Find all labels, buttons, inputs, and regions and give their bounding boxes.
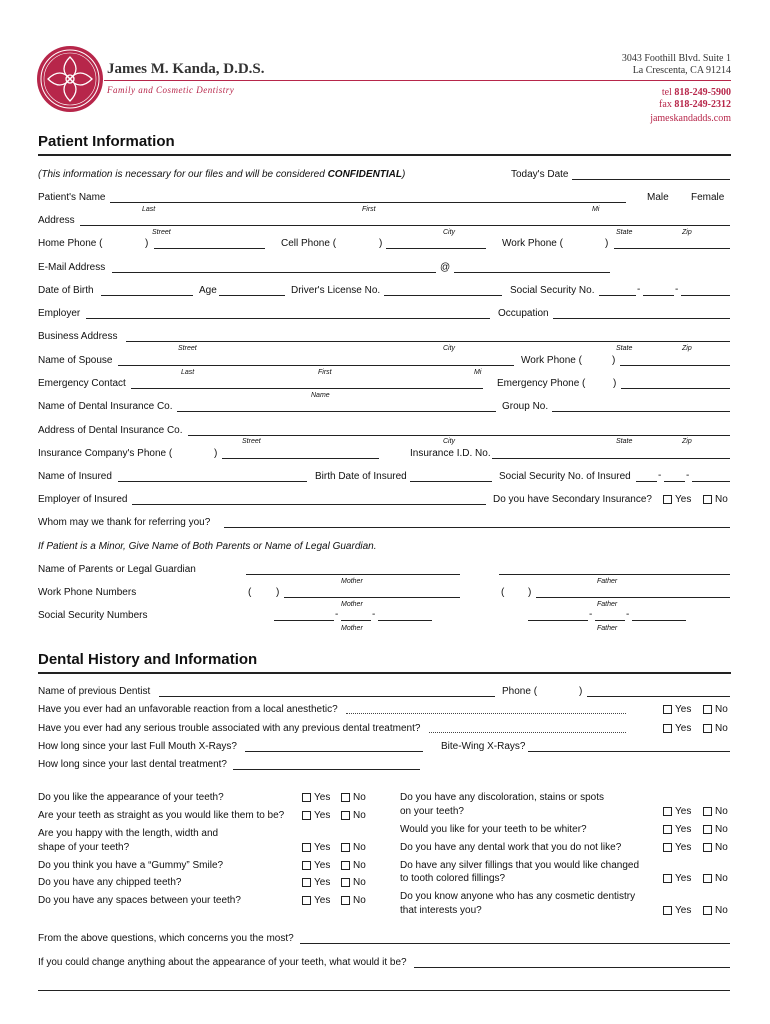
email-user-field[interactable] [112, 272, 436, 273]
dob-label: Date of Birth [38, 285, 94, 296]
no-label: No [353, 860, 366, 871]
cell-phone-label: Cell Phone ( [281, 238, 337, 249]
r3-no-checkbox[interactable] [703, 843, 712, 852]
business-address-label: Business Address [38, 331, 118, 342]
father-ssn-field-2[interactable] [595, 620, 625, 621]
referral-label: Whom may we thank for referring you? [38, 517, 211, 528]
yes-label: Yes [314, 860, 331, 871]
q4-yes-checkbox[interactable] [302, 861, 311, 870]
treatment-field[interactable] [233, 769, 420, 770]
no-label: No [715, 806, 728, 817]
paren: ) [605, 238, 609, 249]
q6-no-checkbox[interactable] [341, 896, 350, 905]
state-hint: State [616, 229, 633, 236]
first-hint: First [318, 369, 332, 376]
todays-date-field[interactable] [572, 179, 730, 180]
drivers-license-field[interactable] [384, 295, 502, 296]
no-label: No [715, 704, 728, 715]
question-shape-line2: shape of your teeth? [38, 842, 130, 853]
q3-yes-checkbox[interactable] [302, 843, 311, 852]
spouse-work-phone-label: Work Phone ( [521, 355, 582, 366]
address-field[interactable] [80, 225, 730, 226]
name-hint: Name [311, 392, 330, 399]
spouse-label: Name of Spouse [38, 355, 113, 366]
business-address-field[interactable] [126, 341, 730, 342]
mother-ssn-field-2[interactable] [341, 620, 371, 621]
dash: - [675, 284, 679, 295]
dash: - [626, 609, 630, 620]
father-hint: Father [597, 601, 618, 608]
address-label: Address [38, 215, 75, 226]
trouble-yes-checkbox[interactable] [663, 724, 672, 733]
no-label: No [353, 877, 366, 888]
question-dental-work: Do you have any dental work that you do not like? [400, 842, 622, 853]
insurance-phone-field[interactable] [222, 458, 379, 459]
insurance-company-label: Name of Dental Insurance Co. [38, 401, 173, 412]
question-whiter: Would you like for your teeth to be whiter? [400, 824, 587, 835]
dash: - [372, 609, 376, 620]
bitewing-label: Bite-Wing X-Rays? [441, 741, 526, 752]
yes-label: Yes [675, 905, 692, 916]
no-label: No [715, 723, 728, 734]
first-hint: First [362, 206, 376, 213]
yes-label: Yes [675, 806, 692, 817]
email-label: E-Mail Address [38, 262, 106, 273]
mother-hint: Mother [341, 578, 363, 585]
city-hint: City [443, 438, 456, 445]
q4-no-checkbox[interactable] [341, 861, 350, 870]
male-option[interactable]: Male [647, 192, 669, 203]
no-label: No [715, 873, 728, 884]
age-label: Age [199, 285, 217, 296]
bitewing-field[interactable] [528, 751, 730, 752]
question-discoloration-line1: Do you have any discoloration, stains or spots [400, 792, 604, 803]
fax: fax 818-249-2312 [659, 99, 731, 110]
patient-info-title: Patient Information [38, 133, 175, 150]
insurance-address-field[interactable] [188, 435, 730, 436]
yes-label: Yes [314, 842, 331, 853]
insured-ssn-label: Social Security No. of Insured [499, 471, 631, 482]
last-hint: Last [181, 369, 195, 376]
street-hint: Street [152, 229, 171, 236]
street-hint: Street [242, 438, 261, 445]
ssn-field-1[interactable] [599, 295, 636, 296]
paren: ) [528, 587, 532, 598]
insurance-address-label: Address of Dental Insurance Co. [38, 425, 183, 436]
q2-yes-checkbox[interactable] [302, 811, 311, 820]
r2-no-checkbox[interactable] [703, 825, 712, 834]
parents-label: Name of Parents or Legal Guardian [38, 564, 196, 575]
insurance-phone-label: Insurance Company's Phone ( [38, 448, 173, 459]
paren: ) [379, 238, 383, 249]
previous-dentist-label: Name of previous Dentist [38, 686, 151, 697]
treatment-question: How long since your last dental treatment? [38, 759, 227, 770]
zip-hint: Zip [682, 345, 692, 352]
paren: ) [613, 378, 617, 389]
work-phone-field[interactable] [614, 248, 730, 249]
q1-yes-checkbox[interactable] [302, 793, 311, 802]
r3-yes-checkbox[interactable] [663, 843, 672, 852]
q5-yes-checkbox[interactable] [302, 878, 311, 887]
trouble-question: Have you ever had any serious trouble associated with any previous dental treatment? [38, 723, 421, 734]
dash: - [637, 284, 641, 295]
dash: - [658, 470, 662, 481]
secondary-insurance-label: Do you have Secondary Insurance? [493, 494, 652, 505]
occupation-label: Occupation [498, 308, 549, 319]
previous-dentist-phone-label: Phone ( [502, 686, 538, 697]
address-line-2: La Crescenta, CA 91214 [632, 65, 731, 76]
question-discoloration-line2: on your teeth? [400, 806, 464, 817]
no-label: No [353, 810, 366, 821]
r1-yes-checkbox[interactable] [663, 807, 672, 816]
yes-label: Yes [314, 810, 331, 821]
insured-birth-label: Birth Date of Insured [315, 471, 407, 482]
secondary-no-checkbox[interactable] [703, 495, 712, 504]
question-cosmetic-line1: Do you know anyone who has any cosmetic dentistry [400, 891, 636, 902]
city-hint: City [443, 229, 456, 236]
father-name-field[interactable] [499, 574, 730, 575]
city-hint: City [443, 345, 456, 352]
question-chipped: Do you have any chipped teeth? [38, 877, 182, 888]
work-numbers-label: Work Phone Numbers [38, 587, 137, 598]
dash: - [686, 470, 690, 481]
q3-no-checkbox[interactable] [341, 843, 350, 852]
paren: ) [214, 448, 218, 459]
insured-birth-field[interactable] [410, 481, 492, 482]
question-gummy: Do you think you have a “Gummy” Smile? [38, 860, 224, 871]
r4-yes-checkbox[interactable] [663, 874, 672, 883]
previous-dentist-field[interactable] [159, 696, 495, 697]
dob-field[interactable] [101, 295, 193, 296]
website-link[interactable]: jameskandadds.com [650, 113, 731, 124]
practice-tagline: Family and Cosmetic Dentistry [107, 85, 235, 95]
question-spaces: Do you have any spaces between your teeth? [38, 895, 241, 906]
zip-hint: Zip [682, 229, 692, 236]
yes-label: Yes [675, 824, 692, 835]
yes-label: Yes [675, 842, 692, 853]
home-phone-field[interactable] [154, 248, 265, 249]
occupation-field[interactable] [553, 318, 730, 319]
father-ssn-field-3[interactable] [632, 620, 686, 621]
paren: ) [612, 355, 616, 366]
trouble-no-checkbox[interactable] [703, 724, 712, 733]
dash: - [589, 609, 593, 620]
yes-label: Yes [314, 877, 331, 888]
insured-employer-field[interactable] [132, 504, 486, 505]
employer-label: Employer [38, 308, 81, 319]
r1-no-checkbox[interactable] [703, 807, 712, 816]
insurance-company-field[interactable] [177, 411, 496, 412]
dash: - [335, 609, 339, 620]
telephone: tel 818-249-5900 [661, 87, 731, 98]
section-rule [38, 672, 731, 674]
emergency-phone-label: Emergency Phone ( [497, 378, 586, 389]
no-label: No [353, 792, 366, 803]
r5-yes-checkbox[interactable] [663, 906, 672, 915]
yes-label: Yes [314, 792, 331, 803]
no-label: No [715, 824, 728, 835]
spouse-work-phone-field[interactable] [620, 365, 730, 366]
dot-leader [346, 713, 626, 714]
paren: ) [145, 238, 149, 249]
father-work-phone-field[interactable] [536, 597, 730, 598]
q5-no-checkbox[interactable] [341, 878, 350, 887]
q1-no-checkbox[interactable] [341, 793, 350, 802]
todays-date-label: Today's Date [511, 169, 569, 180]
no-label: No [715, 905, 728, 916]
group-field[interactable] [552, 411, 730, 412]
no-label: No [715, 494, 728, 505]
insured-ssn-field-1[interactable] [636, 481, 657, 482]
no-label: No [353, 895, 366, 906]
last-hint: Last [142, 206, 156, 213]
no-label: No [353, 842, 366, 853]
question-straight: Are your teeth as straight as you would like them to be? [38, 810, 285, 821]
ssn-numbers-label: Social Security Numbers [38, 610, 148, 621]
mother-work-phone-field[interactable] [284, 597, 460, 598]
zip-hint: Zip [682, 438, 692, 445]
change-question: If you could change anything about the appearance of your teeth, what would it be? [38, 957, 407, 968]
yes-label: Yes [314, 895, 331, 906]
secondary-yes-checkbox[interactable] [663, 495, 672, 504]
no-label: No [715, 842, 728, 853]
question-cosmetic-line2: that interests you? [400, 905, 482, 916]
ssn-field-2[interactable] [643, 295, 674, 296]
insured-employer-label: Employer of Insured [38, 494, 128, 505]
yes-label: Yes [675, 494, 692, 505]
age-field[interactable] [219, 295, 285, 296]
ssn-field-3[interactable] [681, 295, 730, 296]
work-phone-label: Work Phone ( [502, 238, 563, 249]
insured-name-label: Name of Insured [38, 471, 112, 482]
group-label: Group No. [502, 401, 549, 412]
practice-logo-seal [36, 45, 104, 113]
emergency-contact-label: Emergency Contact [38, 378, 126, 389]
dentist-name: James M. Kanda, D.D.S. [107, 61, 265, 77]
mi-hint: Mi [474, 369, 482, 376]
mother-hint: Mother [341, 601, 363, 608]
question-fillings-line1: Do have any silver fillings that you would like changed [400, 860, 640, 871]
patient-name-field[interactable] [110, 202, 626, 203]
emergency-contact-field[interactable] [131, 388, 483, 389]
paren: ( [248, 587, 252, 598]
confidential-notice: (This information is necessary for our files and will be considered CONFIDENTIAL) [38, 169, 406, 180]
yes-label: Yes [675, 723, 692, 734]
mother-ssn-field-1[interactable] [274, 620, 334, 621]
anesthetic-no-checkbox[interactable] [703, 705, 712, 714]
r2-yes-checkbox[interactable] [663, 825, 672, 834]
mother-hint: Mother [341, 625, 363, 632]
r4-no-checkbox[interactable] [703, 874, 712, 883]
state-hint: State [616, 345, 633, 352]
question-shape-line1: Are you happy with the length, width and [38, 828, 219, 839]
question-fillings-line2: to tooth colored fillings? [400, 873, 506, 884]
change-field[interactable] [414, 967, 730, 968]
anesthetic-question: Have you ever had an unfavorable reaction from a local anesthetic? [38, 704, 338, 715]
address-line-1: 3043 Foothill Blvd. Suite 1 [621, 53, 731, 64]
state-hint: State [616, 438, 633, 445]
yes-label: Yes [675, 873, 692, 884]
insured-ssn-field-3[interactable] [692, 481, 730, 482]
female-option[interactable]: Female [691, 192, 725, 203]
mi-hint: Mi [592, 206, 600, 213]
father-ssn-field-1[interactable] [528, 620, 588, 621]
insurance-id-field[interactable] [492, 458, 730, 459]
insured-ssn-field-2[interactable] [664, 481, 685, 482]
mother-name-field[interactable] [246, 574, 460, 575]
header-divider [104, 80, 731, 81]
previous-dentist-phone-field[interactable] [587, 696, 730, 697]
change-field-continued[interactable] [38, 990, 730, 991]
email-domain-field[interactable] [454, 272, 610, 273]
paren: ) [579, 686, 583, 697]
q2-no-checkbox[interactable] [341, 811, 350, 820]
r5-no-checkbox[interactable] [703, 906, 712, 915]
concerns-question: From the above questions, which concerns you the most? [38, 933, 294, 944]
home-phone-label: Home Phone ( [38, 238, 103, 249]
q6-yes-checkbox[interactable] [302, 896, 311, 905]
father-hint: Father [597, 578, 618, 585]
referral-field[interactable] [224, 527, 730, 528]
xray-question: How long since your last Full Mouth X-Rays? [38, 741, 237, 752]
xray-field[interactable] [245, 751, 423, 752]
cell-phone-field[interactable] [386, 248, 486, 249]
paren: ) [276, 587, 280, 598]
emergency-phone-field[interactable] [621, 388, 730, 389]
at-sign: @ [440, 262, 451, 273]
father-hint: Father [597, 625, 618, 632]
dot-leader [429, 732, 626, 733]
insurance-id-label: Insurance I.D. No. [410, 448, 491, 459]
anesthetic-yes-checkbox[interactable] [663, 705, 672, 714]
concerns-field[interactable] [300, 943, 730, 944]
paren: ( [501, 587, 505, 598]
spouse-field[interactable] [118, 365, 514, 366]
section-rule [38, 154, 731, 156]
employer-field[interactable] [86, 318, 490, 319]
mother-ssn-field-3[interactable] [378, 620, 432, 621]
dental-history-title: Dental History and Information [38, 651, 258, 668]
yes-label: Yes [675, 704, 692, 715]
ssn-label: Social Security No. [510, 285, 595, 296]
insured-name-field[interactable] [118, 481, 307, 482]
question-appearance: Do you like the appearance of your teeth? [38, 792, 224, 803]
minor-instructions: If Patient is a Minor, Give Name of Both Parents or Name of Legal Guardian. [38, 541, 377, 552]
street-hint: Street [178, 345, 197, 352]
drivers-license-label: Driver's License No. [291, 285, 381, 296]
patient-name-label: Patient's Name [38, 192, 106, 203]
